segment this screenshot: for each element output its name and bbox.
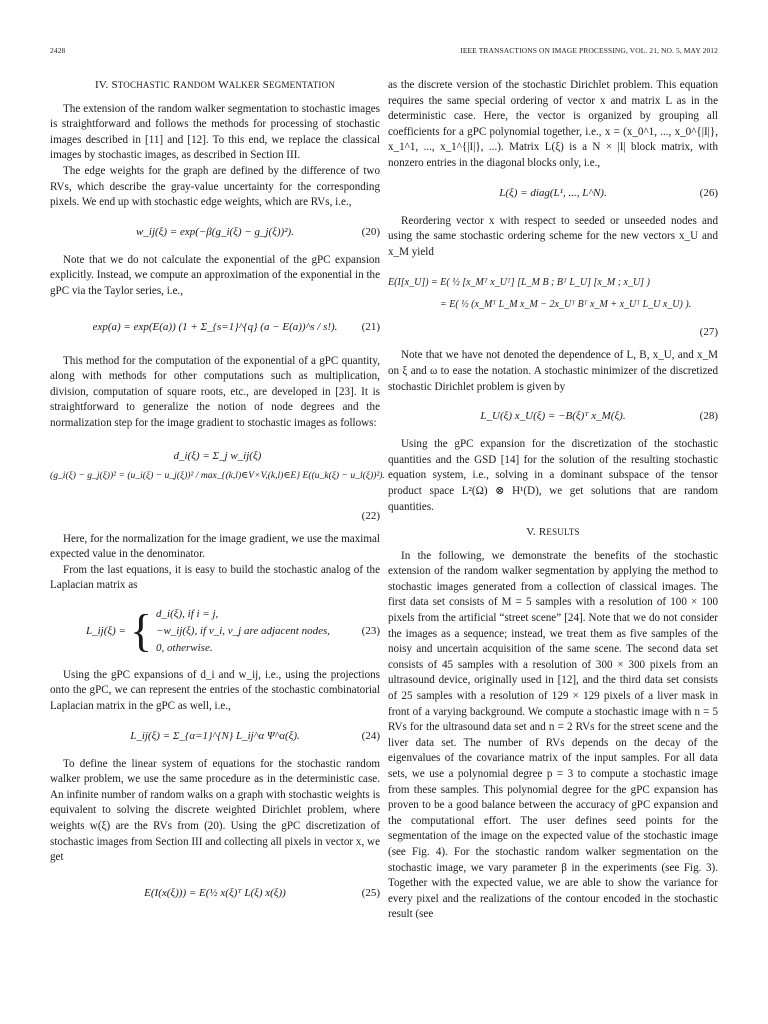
equation-25: E(I(x(ξ))) = E(½ x(ξ)ᵀ L(ξ) x(ξ)) (25) xyxy=(50,874,380,912)
equation-number: (20) xyxy=(361,225,380,238)
right-column xyxy=(388,78,718,923)
paragraph: To define the linear system of equations for the stochastic random walker problem, we use the same procedure as in the deterministic case. An infinite number of random walks on a graph with stochastic weights is equivalent to solving the discrete weighted Dirichlet problem, where weights w(ξ) are the RVs from (20). Using the gPC discretization of stochastic images from Section III and collecting all pixels in vector x, we get xyxy=(50,757,380,864)
page-number: 2428 xyxy=(50,46,66,55)
equation-number: (23) xyxy=(361,624,380,637)
equation-23: L_ij(ξ) = { d_i(ξ), if i = j, −w_ij(ξ), if v_i, v_j are adjacent nodes, 0, otherwise. (23) xyxy=(50,602,380,660)
page-header xyxy=(50,46,718,60)
equation-21: exp(a) = exp(E(a)) (1 + Σ_{s=1}^{q} (a − E(a))^s / s!). (21) xyxy=(50,308,380,346)
paragraph: Note that we have not denoted the dependence of L, B, x_U, and x_M on ξ and ω to ease the notation. A stochastic minimizer of the discretized stochastic Dirichlet problem is given by xyxy=(388,349,718,393)
paragraph: In the following, we demonstrate the benefits of the stochastic extension of the random walker segmentation by applying the method to stochastic images generated from a collection of classical images. The first data set consists of M = 5 samples with a resolution of 100 × 100 pixels from the artificial “street scene” [24]. Note that we do not consider the images as a sequence; instead, we treat them as five samples of the noisy and uncertain acquisition of the same scene. The second data set consists of 45 samples with a resolution of 300 × 300 pixels from an ultrasound device, originally used in [12], and the third data set consists of 25 samples with a resolution of 129 × 129 pixels of a liver mask in front of a varying background. We compute a stochastic image with n = 5 RVs for the ultrasound data set and n = 2 RVs for the street scene and the liver data set. The number of RVs depends on the decay of the eigenvalues of the covariance matrix of the input samples. For all data sets, we use a polynomial degree p = 3 to compute a stochastic image from these samples. This polynomial degree for the gPC expansion has proven to be a good balance between the accuracy of gPC expansion and the computational effort. The user defines seed points for the segmentation of the image on the expected value of the stochastic image (see Fig. 4). For the stochastic random walker segmentation on the stochastic image, we vary parameter β in the experiments (see Fig. 3). Together with the expected value, we are able to show the variance for every pixel and the realizations of the contour encoded in the stochastic result (see xyxy=(388,549,718,921)
equation-26: L(ξ) = diag(L¹, ..., L^N). (26) xyxy=(388,180,718,206)
paragraph: From the last equations, it is easy to build the stochastic analog of the Laplacian matrix as xyxy=(50,563,380,592)
paragraph: The extension of the random walker segmentation to stochastic images is straightforward and follows the methods for processing of stochastic images described in [11] and [12]. To this end, we replace the classical images by stochastic images, as described in Section III. xyxy=(50,102,380,162)
paragraph: as the discrete version of the stochastic Dirichlet problem. This equation requires the same special ordering of vector x and matrix L as in the deterministic case. Here, the vector is organized by grouping all coefficients for a gPC polynomial together, i.e., x = (x_0^1, ..., x_0^{|I|}, x_1^1, ..., x_1^{|I|}, ...). Matrix L(ξ) is a N × |I| block matrix, with nonzero entries in the diagonal blocks only, i.e., xyxy=(388,79,718,169)
equation-27: E(I[x_U]) = E( ½ [x_Mᵀ x_Uᵀ] [L_M B ; Bᵀ L_U] [x_M ; x_U] ) = E( ½ (x_Mᵀ L_M x_M − 2x_Uᵀ Bᵀ x_M + x_Uᵀ L_U x_U) ). (27) xyxy=(388,277,718,339)
paragraph: Using the gPC expansions of d_i and w_ij, i.e., using the projections onto the gPC, we can represent the entries of the stochastic combinatorial Laplacian matrix in the gPC as well, i.e., xyxy=(50,668,380,713)
equation-number: (22) xyxy=(361,509,380,522)
section-iv-title: IV. STOCHASTIC RANDOM WALKER SEGMENTATION xyxy=(94,79,336,91)
equation-number: (28) xyxy=(699,410,718,423)
left-column xyxy=(50,78,385,920)
paragraph: Note that we do not calculate the exponential of the gPC expansion explicitly. Instead, we compute an approximation of the exponential in the gPC via the Taylor series, i.e., xyxy=(50,253,380,297)
journal-title: IEEE TRANSACTIONS ON IMAGE PROCESSING, VOL. 21, NO. 5, MAY 2012 xyxy=(460,46,718,55)
equation-number: (25) xyxy=(361,886,380,899)
paragraph: Reordering vector x with respect to seeded or unseeded nodes and using the same stochastic ordering scheme for the new vectors x_U and x_M yield xyxy=(388,214,718,258)
equation-number: (27) xyxy=(699,326,718,339)
equation-28: L_U(ξ) x_U(ξ) = −B(ξ)ᵀ x_M(ξ). (28) xyxy=(388,403,718,429)
equation-number: (24) xyxy=(361,729,380,742)
paragraph: The edge weights for the graph are defined by the difference of two RVs, which describe the gray-value uncertainty for the corresponding pixels. We end up with stochastic edge weights, which are RVs, i.e., xyxy=(50,164,380,209)
equation-24: L_ij(ξ) = Σ_{α=1}^{N} L_ij^α Ψ^α(ξ). (24) xyxy=(50,723,380,749)
equation-20: w_ij(ξ) = exp(−β(g_i(ξ) − g_j(ξ))²). (20) xyxy=(50,219,380,245)
equation-number: (26) xyxy=(699,186,718,199)
paragraph: Here, for the normalization for the image gradient, we use the maximal expected value in the denominator. xyxy=(50,532,380,561)
equation-number: (21) xyxy=(361,320,380,333)
equation-22: d_i(ξ) = Σ_j w_ij(ξ) (g_i(ξ) − g_j(ξ))² = (u_i(ξ) − u_j(ξ))² / max_{(k,l)∈V×V,(k,l)∈E} E((u_k(ξ) − u_l(ξ))²). (22) xyxy=(50,449,385,522)
paragraph: Using the gPC expansion for the discretization of the stochastic quantities and the GSD [14] for the solution of the resulting stochastic equation system, i.e., solving in a dominant subspace of the tensor product space L²(Ω) ⊗ H¹(D), we get solutions that are random quantities. xyxy=(388,438,718,513)
section-v-title: V. RESULTS xyxy=(526,526,580,539)
paragraph: This method for the computation of the exponential of a gPC quantity, along with methods for other computations such as multiplication, division, computation of square roots, etc., are developed in [23]. It is straightforward to generalize the notion of node degrees and the normalization step for the image gradient to stochastic images as follows: xyxy=(50,354,380,429)
